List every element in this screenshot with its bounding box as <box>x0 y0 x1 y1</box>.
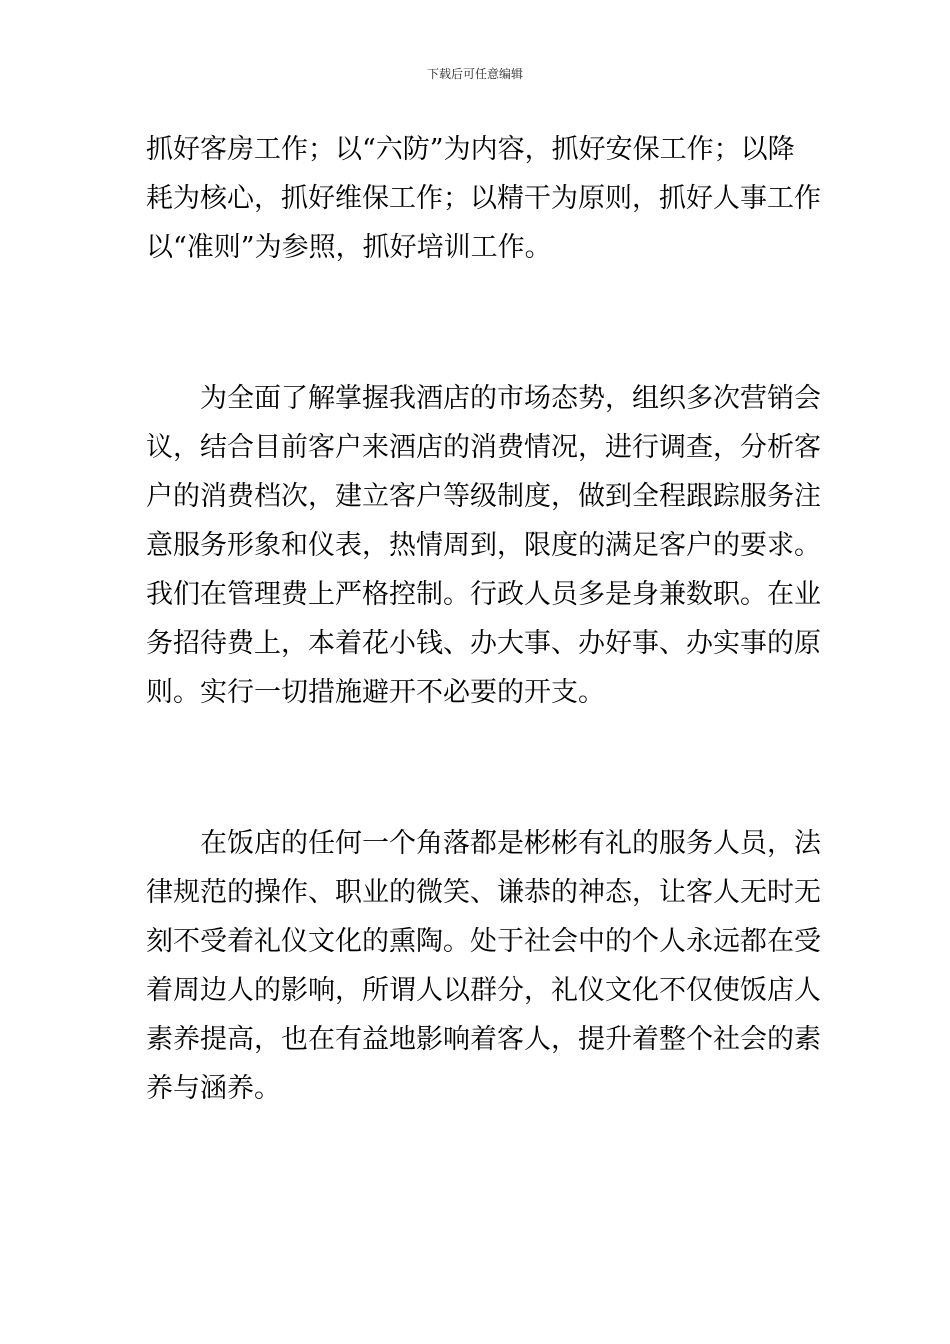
paragraph-line: 在饭店的任何一个角落都是彬彬有礼的服务人员，法 <box>200 828 821 859</box>
paragraph-line: 抓好客房工作；以“六防”为内容，抓好安保工作；以降 <box>146 134 795 165</box>
paragraph-line: 素养提高，也在有益地影响着客人，提升着整个社会的素 <box>146 1024 821 1055</box>
paragraph-line: 议，结合目前客户来酒店的消费情况，进行调查，分析客 <box>146 432 821 463</box>
paragraph-line: 我们在管理费上严格控制。行政人员多是身兼数职。在业 <box>146 579 821 610</box>
paragraph-line: 则。实行一切措施避开不必要的开支。 <box>146 677 605 708</box>
paragraph-line: 意服务形象和仪表，热情周到，限度的满足客户的要求。 <box>146 530 821 561</box>
paragraph-line: 律规范的操作、职业的微笑、谦恭的神态，让客人无时无 <box>146 877 821 908</box>
header-note: 下载后可任意编辑 <box>426 67 523 81</box>
paragraph-line: 户的消费档次，建立客户等级制度，做到全程跟踪服务注 <box>146 481 821 512</box>
paragraph-line: 以“准则”为参照，抓好培训工作。 <box>146 232 552 263</box>
paragraph-line: 着周边人的影响，所谓人以群分，礼仪文化不仅使饭店人 <box>146 975 821 1006</box>
paragraph-line: 为全面了解掌握我酒店的市场态势，组织多次营销会 <box>200 383 821 414</box>
paragraph-line: 养与涵养。 <box>146 1073 281 1104</box>
paragraph-line: 刻不受着礼仪文化的熏陶。处于社会中的个人永远都在受 <box>146 926 821 957</box>
paragraph-line: 耗为核心，抓好维保工作；以精干为原则，抓好人事工作 <box>146 183 821 214</box>
paragraph-line: 务招待费上，本着花小钱、办大事、办好事、办实事的原 <box>146 628 821 659</box>
